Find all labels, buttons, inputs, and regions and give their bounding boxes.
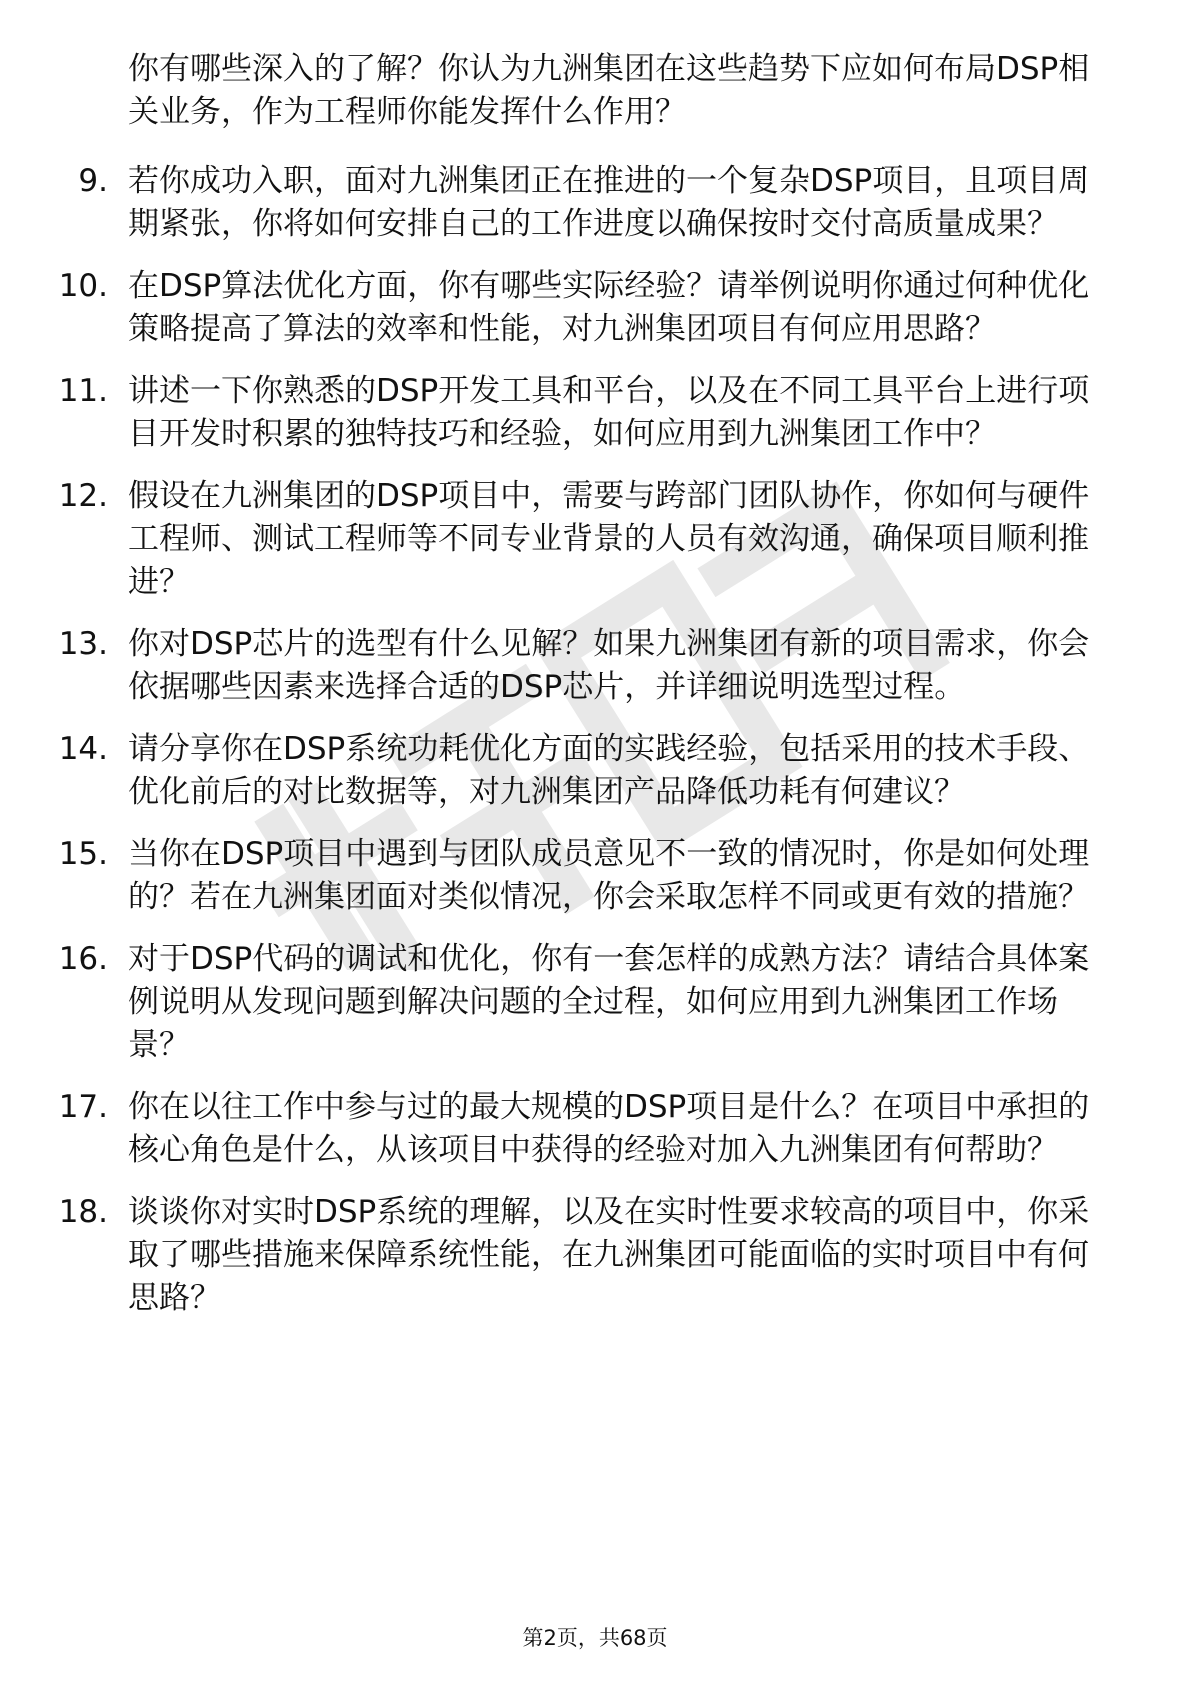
question-item	[0, 1191, 1190, 1320]
page-footer: 第2页，共68页	[522, 1626, 668, 1650]
question-list	[0, 160, 1190, 1339]
question-item	[0, 833, 1190, 919]
question-item	[0, 160, 1190, 246]
question-item	[0, 370, 1190, 456]
question-text: 在DSP算法优化方面，你有哪些实际经验？请举例说明你通过何种优化策略提高了算法的效率和性能，对九洲集团项目有何应用思路？	[128, 268, 1090, 347]
question-number: 17.	[58, 1089, 108, 1125]
question-text: 你对DSP芯片的选型有什么见解？如果九洲集团有新的项目需求，你会依据哪些因素来选择合适的DSP芯片，并详细说明选型过程。	[128, 626, 1090, 705]
question-text: 谈谈你对实时DSP系统的理解，以及在实时性要求较高的项目中，你采取了哪些措施来保障系统性能，在九洲集团可能面临的实时项目中有何思路？	[128, 1194, 1090, 1316]
question-item	[0, 1086, 1190, 1172]
question-item	[0, 623, 1190, 709]
question-text: 假设在九洲集团的DSP项目中，需要与跨部门团队协作，你如何与硬件工程师、测试工程师等不同专业背景的人员有效沟通，确保项目顺利推进？	[128, 478, 1090, 600]
question-number: 14.	[58, 731, 108, 767]
question-number: 16.	[58, 941, 108, 977]
question-text: 你在以往工作中参与过的最大规模的DSP项目是什么？在项目中承担的核心角色是什么，从该项目中获得的经验对加入九洲集团有何帮助？	[128, 1089, 1090, 1168]
question-text: 当你在DSP项目中遇到与团队成员意见不一致的情况时，你是如何处理的？若在九洲集团面对类似情况，你会采取怎样不同或更有效的措施？	[128, 836, 1090, 915]
question-number: 9.	[78, 163, 108, 199]
question-number: 10.	[58, 268, 108, 304]
question-number: 12.	[58, 478, 108, 514]
question-text: 请分享你在DSP系统功耗优化方面的实践经验，包括采用的技术手段、优化前后的对比数据等，对九洲集团产品降低功耗有何建议？	[128, 731, 1090, 810]
question-item	[0, 938, 1190, 1067]
question-number: 15.	[58, 836, 108, 872]
question-item	[0, 475, 1190, 604]
question-text: 讲述一下你熟悉的DSP开发工具和平台，以及在不同工具平台上进行项目开发时积累的独特技巧和经验，如何应用到九洲集团工作中？	[128, 373, 1090, 452]
question-text: 若你成功入职，面对九洲集团正在推进的一个复杂DSP项目，且项目周期紧张，你将如何安排自己的工作进度以确保按时交付高质量成果？	[128, 163, 1090, 242]
question-text: 对于DSP代码的调试和优化，你有一套怎样的成熟方法？请结合具体案例说明从发现问题到解决问题的全过程，如何应用到九洲集团工作场景？	[128, 941, 1090, 1063]
question-number: 13.	[58, 626, 108, 662]
question-item	[0, 728, 1190, 814]
continued-question-text: 你有哪些深入的了解？你认为九洲集团在这些趋势下应如何布局DSP相关业务，作为工程师你能发挥什么作用？	[128, 51, 1090, 130]
question-number: 18.	[58, 1194, 108, 1230]
question-item	[0, 265, 1190, 351]
question-number: 11.	[58, 373, 108, 409]
